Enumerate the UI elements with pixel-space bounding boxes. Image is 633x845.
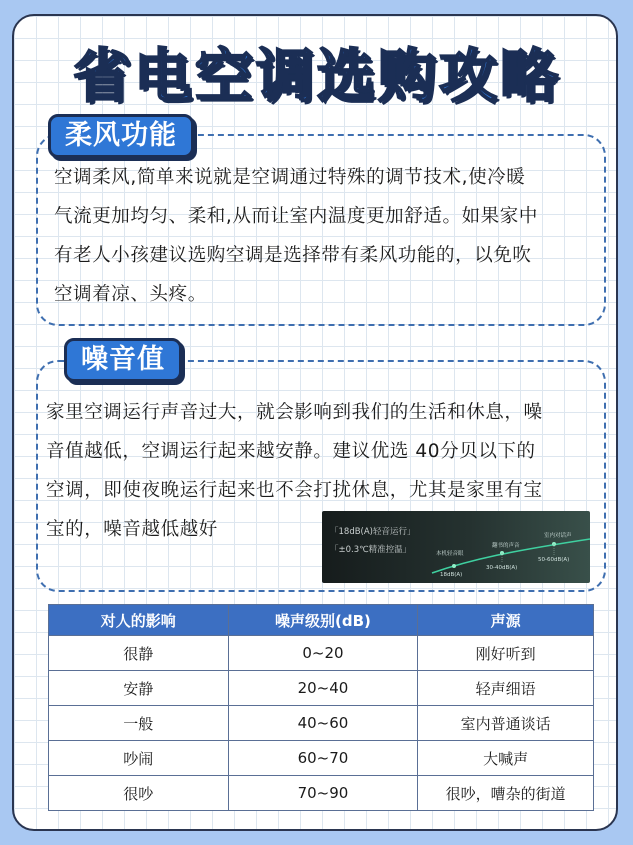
soft-wind-paragraph — [54, 158, 589, 314]
poster-card — [12, 14, 618, 831]
table-cell: 轻声细语 — [418, 671, 594, 706]
table-row — [49, 636, 594, 671]
thumbnail-label: 30-40dB(A) — [486, 565, 518, 571]
text-line: 空调，即使夜晚运行起来也不会打扰休息，尤其是家里有宝 — [46, 480, 543, 501]
text-line: 空调柔风,简单来说就是空调通过特殊的调节技术,使冷暖 — [54, 167, 526, 188]
table-header-row — [49, 605, 594, 636]
page-title: 省电空调选购攻略 — [72, 42, 561, 110]
thumbnail-label: 50-60dB(A) — [538, 557, 570, 563]
thumbnail-line-2: 「±0.3℃精准控温」 — [330, 545, 412, 555]
table-row — [49, 706, 594, 741]
text-line: 有老人小孩建议选购空调是选择带有柔风功能的，以免吹 — [54, 245, 532, 266]
text-line-last: 宝的，噪音越低越好 — [46, 519, 218, 540]
noise-level-table — [48, 604, 594, 811]
text-line: 空调着凉、头疼。 — [54, 284, 207, 305]
table-cell: 大喊声 — [418, 741, 594, 776]
table-cell: 很吵，嘈杂的街道 — [418, 776, 594, 811]
table-cell: 0~20 — [228, 636, 418, 671]
table-cell: 刚好听到 — [418, 636, 594, 671]
thumbnail-line-1: 「18dB(A)轻音运行」 — [330, 527, 416, 537]
text-line: 音值越低，空调运行起来越安静。建议优选 40分贝以下的 — [46, 441, 536, 462]
table-cell: 室内普通谈话 — [418, 706, 594, 741]
text-line: 家里空调运行声音过大，就会影响到我们的生活和休息，噪 — [46, 402, 543, 423]
table-cell: 很吵 — [49, 776, 229, 811]
column-header-source: 声源 — [418, 605, 594, 636]
section-heading-noise: 噪音值 — [64, 338, 182, 382]
section-heading-soft-wind: 柔风功能 — [48, 114, 194, 158]
table-cell: 70~90 — [228, 776, 418, 811]
table-row — [49, 671, 594, 706]
text-line: 气流更加均匀、柔和,从而让室内温度更加舒适。如果家中 — [54, 206, 538, 227]
noise-level-thumbnail — [322, 511, 590, 583]
table-cell: 20~40 — [228, 671, 418, 706]
table-row — [49, 741, 594, 776]
column-header-impact: 对人的影响 — [49, 605, 229, 636]
table-cell: 吵闹 — [49, 741, 229, 776]
thumbnail-label: 18dB(A) — [440, 572, 463, 578]
table-cell: 40~60 — [228, 706, 418, 741]
table-cell: 一般 — [49, 706, 229, 741]
thumbnail-label: 室内对话声 — [544, 533, 572, 539]
table-row — [49, 776, 594, 811]
table-cell: 很静 — [49, 636, 229, 671]
thumbnail-label: 翻书的声音 — [492, 543, 520, 549]
column-header-level: 噪声级别(dB) — [228, 605, 418, 636]
thumbnail-label: 本机轻音眼 — [436, 551, 464, 557]
table-cell: 60~70 — [228, 741, 418, 776]
table-cell: 安静 — [49, 671, 229, 706]
